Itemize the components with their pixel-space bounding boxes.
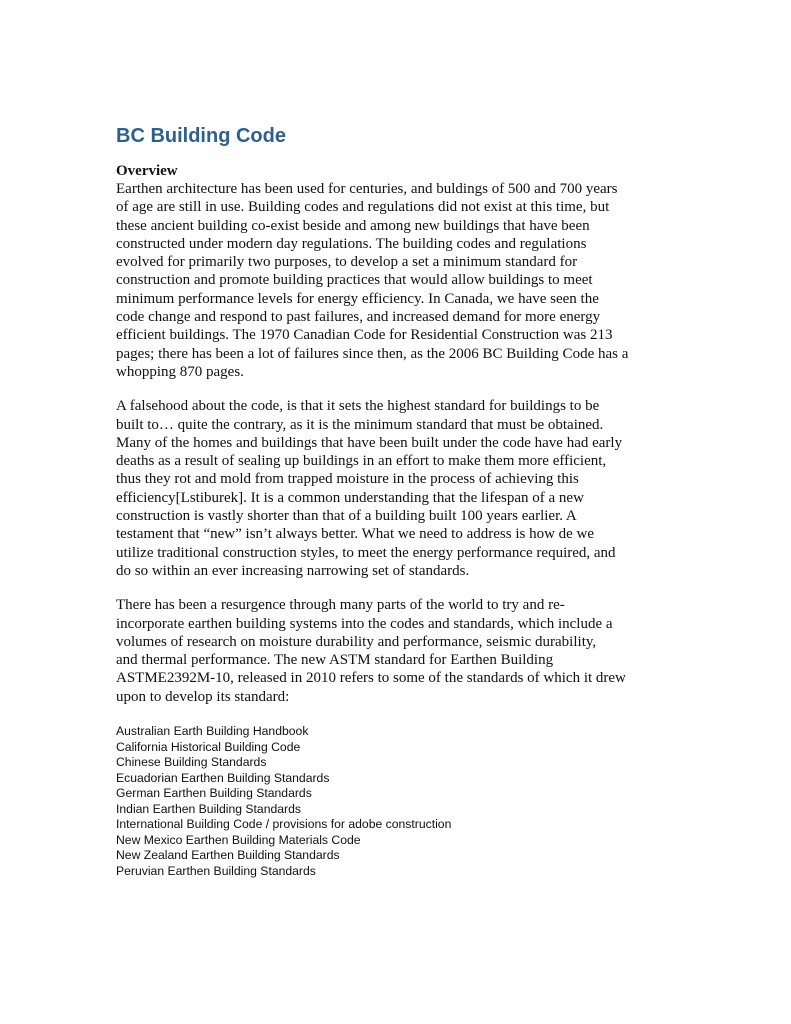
paragraph-line: constructed under modern day regulations. The building codes and regulations: [116, 235, 587, 252]
paragraph-2: [116, 397, 681, 580]
paragraph-line: incorporate earthen building systems into the codes and standards, which include a: [116, 615, 613, 632]
paragraph-line: deaths as a result of sealing up buildings in an effort to make them more efficient,: [116, 453, 607, 470]
paragraph-line: ASTME2392M-10, released in 2010 refers to some of the standards of which it drew: [116, 670, 626, 687]
paragraph-line: construction is vastly shorter than that of a building built 100 years earlier. A: [116, 508, 577, 525]
paragraph-3: [116, 596, 681, 706]
paragraph-line: efficient buildings. The 1970 Canadian Code for Residential Construction was 213: [116, 327, 613, 344]
paragraph-line: and thermal performance. The new ASTM standard for Earthen Building: [116, 652, 554, 669]
paragraph-line: A falsehood about the code, is that it sets the highest standard for buildings to be: [116, 398, 600, 415]
paragraph-line: utilize traditional construction styles, to meet the energy performance required, and: [116, 544, 616, 561]
paragraph-line: thus they rot and mold from trapped moisture in the process of achieving this: [116, 471, 579, 488]
list-item: Ecuadorian Earthen Building Standards: [116, 770, 330, 785]
standards-list: [116, 724, 681, 879]
paragraph-line: Earthen architecture has been used for centuries, and buldings of 500 and 700 years: [116, 181, 618, 197]
paragraph-line: There has been a resurgence through many parts of the world to try and re-: [116, 597, 565, 614]
list-item: Chinese Building Standards: [116, 755, 267, 770]
paragraph-line: efficiency[Lstiburek]. It is a common understanding that the lifespan of a new: [116, 489, 584, 506]
paragraph-line: Many of the homes and buildings that have been built under the code have had early: [116, 434, 623, 451]
paragraph-line: pages; there has been a lot of failures since then, as the 2006 BC Building Code has a: [116, 345, 629, 362]
list-item: California Historical Building Code: [116, 739, 301, 754]
paragraph-line: construction and promote building practices that would allow buildings to meet: [116, 272, 593, 289]
list-item: New Mexico Earthen Building Materials Code: [116, 832, 361, 847]
list-item: Peruvian Earthen Building Standards: [116, 863, 316, 878]
paragraph-line: whopping 870 pages.: [116, 363, 244, 380]
list-item: Indian Earthen Building Standards: [116, 801, 301, 816]
paragraph-line: testament that “new” isn’t always better. What we need to address is how de we: [116, 526, 595, 543]
paragraph-line: evolved for primarily two purposes, to develop a set a minimum standard for: [116, 254, 578, 271]
paragraph-line: these ancient building co-exist beside and among new buildings that have been: [116, 217, 590, 234]
list-item: International Building Code / provisions for adobe construction: [116, 817, 452, 832]
paragraph-line: volumes of research on moisture durability and performance, seismic durability,: [116, 633, 597, 650]
document-title: BC Building Code: [116, 125, 286, 147]
list-item: German Earthen Building Standards: [116, 786, 312, 801]
paragraph-line: upon to develop its standard:: [116, 688, 290, 705]
section-heading: Overview: [116, 163, 178, 179]
paragraph-1: [116, 180, 681, 381]
paragraph-line: code change and respond to past failures, and increased demand for more energy: [116, 309, 601, 326]
list-item: New Zealand Earthen Building Standards: [116, 848, 340, 863]
paragraph-line: do so within an ever increasing narrowing set of standards.: [116, 562, 470, 579]
paragraph-line: minimum performance levels for energy efficiency. In Canada, we have seen the: [116, 290, 599, 307]
paragraph-line: of age are still in use. Building codes and regulations did not exist at this time, but: [116, 199, 610, 216]
document-page: [116, 124, 681, 879]
list-item: Australian Earth Building Handbook: [116, 724, 309, 739]
paragraph-line: built to… quite the contrary, as it is the minimum standard that must be obtained.: [116, 416, 604, 433]
